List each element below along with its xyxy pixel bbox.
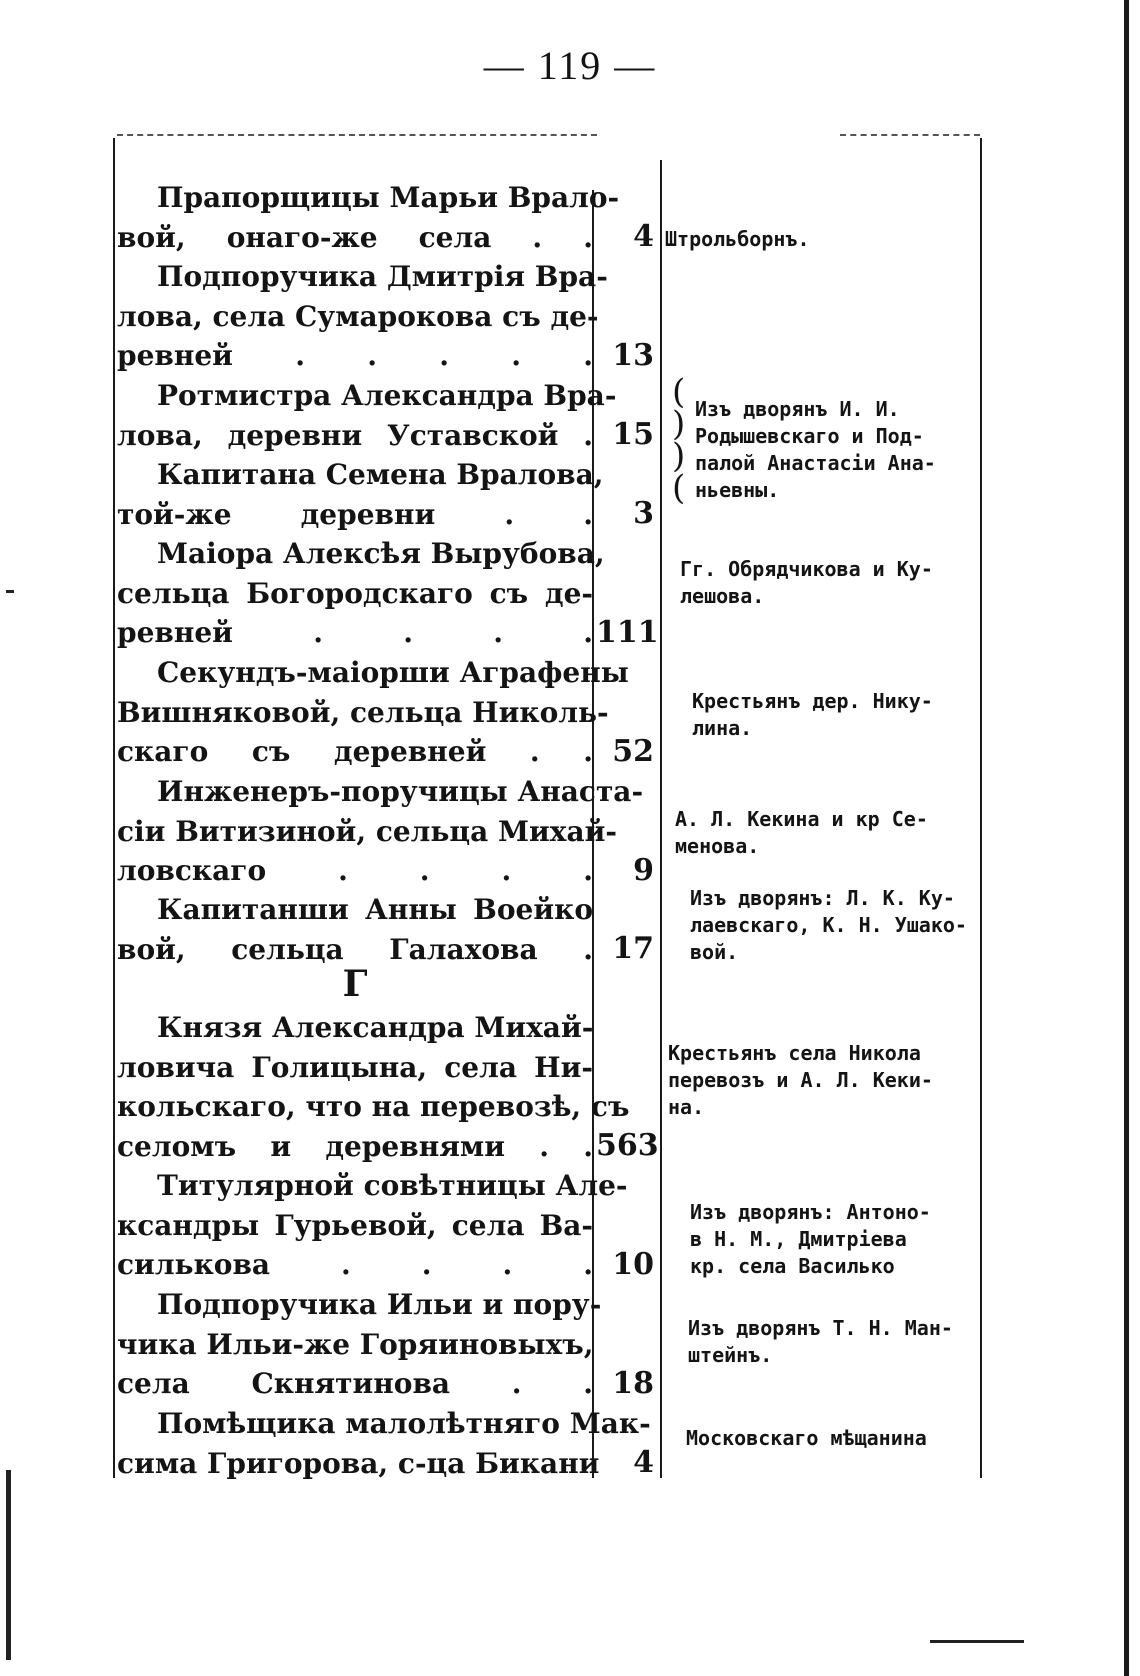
entry-source-line: Гг. Обрядчикова и Ку-: [680, 557, 933, 581]
entry-name: [117, 178, 620, 257]
section-letter: Г: [342, 963, 368, 1005]
entry-source: [680, 556, 996, 610]
entry-source-line: перевозъ и А. Л. Кеки-: [668, 1068, 933, 1092]
entry-count: 10: [612, 1247, 654, 1282]
entry-name: [117, 1166, 628, 1285]
entry-name-line: вой, онаго-же села . .: [117, 220, 593, 254]
entry-source-line: в Н. М., Дмитріева: [690, 1227, 907, 1251]
entry-name-line: Помѣщика малолѣтняго Мак-: [157, 1407, 651, 1440]
grouping-brace: ( ) ) (: [672, 372, 686, 508]
outer-margin-line: [1124, 0, 1129, 1676]
entry-source-line: ньевны.: [695, 478, 780, 502]
entry-source-line: Крестьянъ села Никола: [668, 1041, 921, 1065]
top-rule-left: [117, 134, 597, 136]
entry-source-line: лина.: [692, 716, 753, 740]
entry-name-line: лова, деревни Уставской .: [117, 418, 593, 452]
entry-name-line: селомъ и деревнями . .: [117, 1129, 593, 1163]
entry-source-line: вой.: [690, 940, 739, 964]
entry-name-line: ловича Голицына, села Ни-: [117, 1050, 593, 1084]
entry-count: 111: [596, 615, 659, 650]
top-rule-right: [840, 134, 980, 136]
entry-source-line: Изъ дворянъ: Л. К. Ку-: [690, 886, 955, 910]
entry-source-line: палой Анастасіи Ана-: [695, 451, 936, 475]
entry-source-line: Московскаго мѣщанина: [686, 1426, 927, 1450]
entry-source: [665, 226, 981, 253]
entry-source-line: Изъ дворянъ: Антоно-: [690, 1200, 931, 1224]
entry-source: [690, 1199, 980, 1280]
entry-source-line: А. Л. Кекина и кр Се-: [675, 807, 928, 831]
margin-mark: [6, 590, 14, 593]
entry-name-line: Подпоручика Дмитрія Вра-: [157, 260, 608, 293]
entry-source: [668, 1040, 980, 1121]
entry-source-line: Изъ дворянъ Т. Н. Ман-: [688, 1316, 953, 1340]
entry-count: 17: [612, 931, 654, 966]
entry-source-line: Штрольборнъ.: [665, 227, 810, 251]
entry-name-line: ксандры Гурьевой, села Ва-: [117, 1208, 593, 1242]
entry-name: [117, 455, 604, 534]
entry-source-line: менова.: [675, 834, 760, 858]
entry-name-line: лова, села Сумарокова съ де-: [117, 299, 599, 333]
entry-name-line: сима Григорова, с-ца Бикани: [117, 1446, 600, 1480]
entry-name: [117, 257, 608, 376]
right-border: [980, 138, 982, 1478]
entry-name-line: скаго съ деревней . .: [117, 735, 593, 768]
entry-name-line: Подпоручика Ильи и пору-: [157, 1288, 602, 1321]
entry-name-line: Капитана Семена Вралова,: [157, 458, 604, 491]
entry-name: [117, 376, 617, 455]
entry-name: [117, 534, 605, 653]
entry-count: 13: [612, 338, 654, 373]
entry-count: 3: [633, 496, 654, 531]
entry-source-line: Изъ дворянъ И. И.: [695, 397, 900, 421]
entry-count: 9: [633, 853, 654, 888]
entry-source: [692, 688, 980, 742]
entry-name-line: сіи Витизиной, сельца Михай-: [117, 814, 617, 848]
entry-source-line: лаевскаго, К. Н. Ушако-: [690, 913, 967, 937]
entry-name-line: кольскаго, что на перевозѣ, съ: [117, 1090, 630, 1123]
entry-name-line: Секундъ-маіорши Аграфены: [157, 656, 629, 689]
entry-count: 4: [633, 219, 654, 254]
entry-name: [117, 772, 644, 891]
bottom-rule: [930, 1640, 1024, 1643]
entry-name: [117, 1285, 602, 1404]
entry-source-line: Родышевскаго и Под-: [695, 424, 924, 448]
entry-name: [117, 653, 629, 772]
entry-count: 563: [596, 1128, 659, 1163]
entry-name-line: Ротмистра Александра Вра-: [157, 379, 617, 412]
entry-count: 18: [612, 1366, 654, 1401]
entry-name-line: сельца Богородскаго съ де-: [117, 576, 593, 610]
entry-source-line: Крестьянъ дер. Нику-: [692, 689, 933, 713]
entry-source: [675, 806, 980, 860]
entry-source-line: на.: [668, 1095, 705, 1119]
entry-source-line: лешова.: [680, 584, 765, 608]
entry-name-line: чика Ильи-же Горяиновыхъ,: [117, 1327, 594, 1361]
entry-name-line: силькова . . . .: [117, 1248, 593, 1281]
entry-source: [688, 1315, 980, 1369]
entry-name-line: Князя Александра Михай-: [157, 1011, 594, 1044]
entry-source: [690, 885, 980, 966]
entry-name: [117, 890, 593, 969]
entry-source: [686, 1425, 980, 1452]
entry-name-line: Инженеръ-поручицы Анаста-: [157, 775, 644, 808]
entry-count: 4: [633, 1445, 654, 1480]
entry-source-line: штейнъ.: [688, 1343, 773, 1367]
page-number: — 119 —: [483, 43, 657, 88]
margin-mark: [6, 1470, 11, 1660]
entry-name: [117, 1404, 651, 1483]
entry-source: [695, 396, 980, 504]
entry-name-line: Капитанши Анны Воейко: [157, 893, 593, 926]
entry-name-line: ревней . . . .: [117, 616, 593, 649]
left-border: [113, 138, 115, 1478]
entry-name-line: села Скнятинова . .: [117, 1367, 593, 1400]
entry-name-line: Титулярной совѣтницы Але-: [157, 1169, 628, 1202]
entry-name-line: Прапорщицы Марьи Врало-: [157, 181, 620, 214]
entry-name-line: ревней . . . . .: [117, 339, 593, 372]
entry-count: 52: [612, 734, 654, 769]
source-divider: [660, 160, 662, 1478]
entry-name-line: ловскаго . . . .: [117, 854, 593, 887]
entry-source-line: кр. села Василько: [690, 1254, 895, 1278]
entry-name-line: той-же деревни . .: [117, 497, 593, 531]
entry-count: 15: [612, 417, 654, 452]
entry-name-line: Вишняковой, сельца Николь-: [117, 695, 609, 729]
entry-name-line: Маіора Алексѣя Вырубова,: [157, 537, 605, 570]
entry-name-line: вой, сельца Галахова .: [117, 932, 593, 966]
